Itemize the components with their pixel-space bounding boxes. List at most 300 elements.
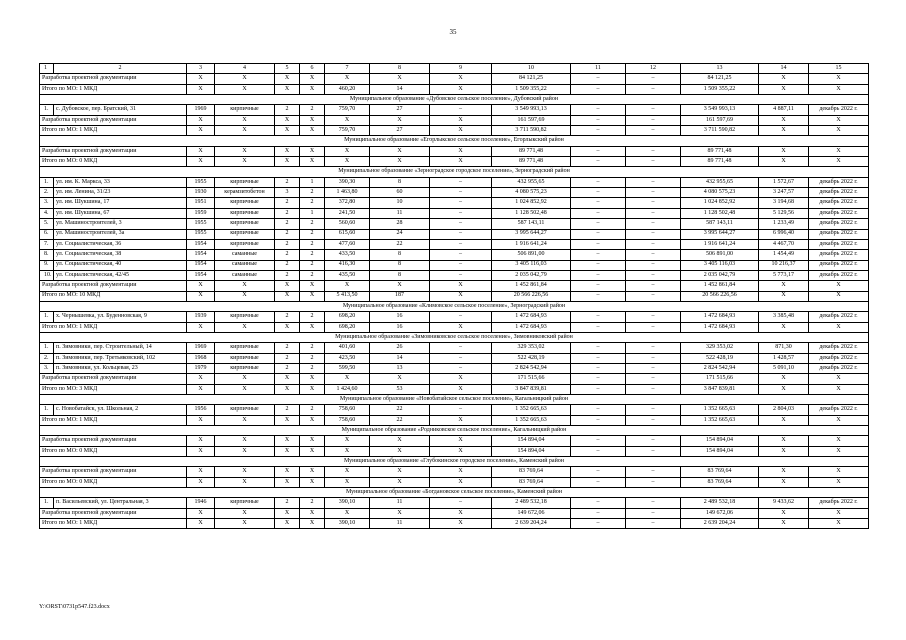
table-cell: – xyxy=(430,177,492,187)
table-cell: X xyxy=(187,291,215,301)
column-number-cell: 11 xyxy=(571,64,626,74)
table-cell: 16 xyxy=(370,312,430,322)
table-cell: 27 xyxy=(370,126,430,136)
table-cell: X xyxy=(325,436,370,446)
table-cell: 1 452 861,84 xyxy=(492,281,571,291)
housing-program-table xyxy=(39,63,869,529)
building-address: ул. Социалистическая, 36 xyxy=(54,239,187,249)
table-cell: 2 xyxy=(300,188,325,198)
table-cell: X xyxy=(300,436,325,446)
column-number-cell: 15 xyxy=(809,64,869,74)
table-cell: – xyxy=(430,208,492,218)
table-cell: 2 xyxy=(275,312,300,322)
summary-row xyxy=(40,291,869,301)
table-cell: декабрь 2022 г. xyxy=(809,188,869,198)
table-cell: декабрь 2022 г. xyxy=(809,105,869,115)
table-cell: X xyxy=(187,322,215,332)
table-cell: X xyxy=(809,281,869,291)
table-cell: 433,50 xyxy=(325,250,370,260)
municipality-heading: Муниципальное образование «Новобатайское сельское поселение», Кагальницкий район xyxy=(40,395,869,405)
table-cell: 2 804,03 xyxy=(759,405,809,415)
table-cell: X xyxy=(809,126,869,136)
table-cell: 5 129,56 xyxy=(759,208,809,218)
table-cell: – xyxy=(571,126,626,136)
table-cell: X xyxy=(430,508,492,518)
table-cell: X xyxy=(759,126,809,136)
table-cell: – xyxy=(571,84,626,94)
table-cell: 28 xyxy=(370,219,430,229)
summary-row xyxy=(40,115,869,125)
table-cell: – xyxy=(571,281,626,291)
table-cell: 4 080 575,23 xyxy=(681,188,759,198)
table-cell: 477,60 xyxy=(325,239,370,249)
table-cell: – xyxy=(626,353,681,363)
table-cell: X xyxy=(187,519,215,529)
table-cell: 3 995 644,27 xyxy=(492,229,571,239)
table-cell: – xyxy=(430,239,492,249)
table-cell: X xyxy=(275,74,300,84)
summary-label: Итого по МО: 0 МКД xyxy=(40,477,187,487)
table-cell: – xyxy=(571,384,626,394)
table-cell: X xyxy=(300,84,325,94)
table-cell: 1946 xyxy=(187,498,215,508)
table-cell: X xyxy=(809,508,869,518)
table-cell: X xyxy=(187,281,215,291)
table-cell: X xyxy=(759,322,809,332)
table-cell: – xyxy=(571,157,626,167)
table-cell: X xyxy=(759,281,809,291)
table-cell: 1969 xyxy=(187,105,215,115)
table-cell: X xyxy=(275,281,300,291)
row-number: 8. xyxy=(40,250,54,260)
summary-row xyxy=(40,446,869,456)
table-cell: декабрь 2022 г. xyxy=(809,498,869,508)
summary-label: Итого по МО: 0 МКД xyxy=(40,157,187,167)
summary-label: Итого по МО: 1 МКД xyxy=(40,322,187,332)
summary-label: Итого по МО: 3 МКД xyxy=(40,384,187,394)
table-cell: – xyxy=(626,229,681,239)
table-cell: – xyxy=(430,250,492,260)
table-cell: 8 xyxy=(370,270,430,280)
table-cell: X xyxy=(300,374,325,384)
table-cell: 11 xyxy=(370,519,430,529)
table-cell: – xyxy=(430,188,492,198)
summary-label: Разработка проектной документации xyxy=(40,436,187,446)
summary-label: Разработка проектной документации xyxy=(40,374,187,384)
table-cell: X xyxy=(215,84,275,94)
table-cell: X xyxy=(187,374,215,384)
table-cell: X xyxy=(300,146,325,156)
table-cell: X xyxy=(275,146,300,156)
table-cell: 1 424,60 xyxy=(325,384,370,394)
summary-row xyxy=(40,508,869,518)
table-cell: декабрь 2022 г. xyxy=(809,270,869,280)
table-cell: – xyxy=(626,115,681,125)
column-number-cell: 12 xyxy=(626,64,681,74)
table-cell: – xyxy=(626,270,681,280)
table-cell: 1 233,49 xyxy=(759,219,809,229)
table-cell: X xyxy=(325,467,370,477)
table-cell: 171 515,66 xyxy=(681,374,759,384)
building-address: ул. им. Шукшина, 17 xyxy=(54,198,187,208)
table-cell: декабрь 2022 г. xyxy=(809,312,869,322)
table-cell: 2 xyxy=(275,219,300,229)
table-cell: – xyxy=(626,157,681,167)
table-cell: 22 xyxy=(370,239,430,249)
municipality-section-row xyxy=(40,301,869,311)
table-cell: X xyxy=(430,519,492,529)
municipality-heading: Муниципальное образование «Дубовское сельское поселение», Дубовский район xyxy=(40,95,869,105)
table-cell: 8 xyxy=(370,260,430,270)
table-cell: X xyxy=(275,115,300,125)
table-cell: X xyxy=(215,291,275,301)
table-cell: – xyxy=(571,198,626,208)
table-cell: 161 597,69 xyxy=(492,115,571,125)
table-cell: 14 xyxy=(370,84,430,94)
table-cell: X xyxy=(370,467,430,477)
municipality-section-row xyxy=(40,426,869,436)
table-cell: X xyxy=(187,115,215,125)
table-cell: 2 xyxy=(275,105,300,115)
table-cell: 1 452 861,84 xyxy=(681,281,759,291)
table-cell: 84 121,25 xyxy=(681,74,759,84)
table-cell: 4 467,70 xyxy=(759,239,809,249)
table-cell: X xyxy=(300,281,325,291)
table-cell: – xyxy=(571,405,626,415)
summary-label: Разработка проектной документации xyxy=(40,508,187,518)
row-number: 2. xyxy=(40,188,54,198)
row-number: 4. xyxy=(40,208,54,218)
table-cell: X xyxy=(215,146,275,156)
table-cell: – xyxy=(571,146,626,156)
table-cell: – xyxy=(571,415,626,425)
table-cell: 5 773,17 xyxy=(759,270,809,280)
table-cell: X xyxy=(809,115,869,125)
table-cell: 2 xyxy=(275,208,300,218)
table-cell: – xyxy=(626,250,681,260)
table-cell: X xyxy=(300,477,325,487)
table-cell: X xyxy=(275,446,300,456)
table-cell: – xyxy=(430,353,492,363)
table-cell: декабрь 2022 г. xyxy=(809,353,869,363)
table-cell: 1 352 665,63 xyxy=(681,415,759,425)
table-cell: – xyxy=(430,229,492,239)
building-row xyxy=(40,250,869,260)
table-cell: X xyxy=(215,115,275,125)
table-cell: 2 xyxy=(275,260,300,270)
table-cell: X xyxy=(430,157,492,167)
table-cell: 390,10 xyxy=(325,519,370,529)
table-cell: 1968 xyxy=(187,353,215,363)
table-cell: X xyxy=(300,384,325,394)
table-cell: – xyxy=(626,312,681,322)
table-cell: X xyxy=(759,384,809,394)
table-cell: – xyxy=(626,446,681,456)
table-cell: 3 847 839,81 xyxy=(681,384,759,394)
table-cell: кирпичные xyxy=(215,343,275,353)
table-cell: 1 454,49 xyxy=(759,250,809,260)
table-cell: декабрь 2022 г. xyxy=(809,219,869,229)
table-cell: 26 xyxy=(370,343,430,353)
column-number-cell: 8 xyxy=(370,64,430,74)
table-cell: – xyxy=(430,363,492,373)
table-cell: кирпичные xyxy=(215,239,275,249)
summary-row xyxy=(40,157,869,167)
table-cell: кирпичные xyxy=(215,498,275,508)
table-cell: X xyxy=(325,146,370,156)
table-cell: 3 711 590,82 xyxy=(492,126,571,136)
table-cell: 8 xyxy=(370,250,430,260)
table-cell: 8 xyxy=(370,177,430,187)
table-cell: 1 352 665,63 xyxy=(492,405,571,415)
table-cell: 2 035 042,79 xyxy=(492,270,571,280)
summary-row xyxy=(40,467,869,477)
table-cell: 4 080 575,23 xyxy=(492,188,571,198)
table-cell: декабрь 2022 г. xyxy=(809,405,869,415)
table-cell: 84 121,25 xyxy=(492,74,571,84)
table-cell: 2 xyxy=(275,239,300,249)
table-cell: – xyxy=(626,405,681,415)
table-cell: 89 771,48 xyxy=(492,146,571,156)
table-cell: кирпичные xyxy=(215,229,275,239)
building-address: ул. Социалистическая, 40 xyxy=(54,260,187,270)
table-cell: X xyxy=(325,115,370,125)
table-cell: 2 xyxy=(300,363,325,373)
table-cell: 1951 xyxy=(187,198,215,208)
table-cell: X xyxy=(215,519,275,529)
table-cell: X xyxy=(430,146,492,156)
building-address: ул. Социалистическая, 38 xyxy=(54,250,187,260)
table-cell: X xyxy=(275,436,300,446)
table-cell: 372,80 xyxy=(325,198,370,208)
building-row xyxy=(40,363,869,373)
table-cell: X xyxy=(809,415,869,425)
table-cell: 154 894,04 xyxy=(492,446,571,456)
table-cell: X xyxy=(187,126,215,136)
table-cell: X xyxy=(325,74,370,84)
table-cell: X xyxy=(187,157,215,167)
table-cell: 390,10 xyxy=(325,498,370,508)
table-cell: 1954 xyxy=(187,270,215,280)
municipality-section-row xyxy=(40,395,869,405)
table-cell: 560,60 xyxy=(325,219,370,229)
table-cell: X xyxy=(215,477,275,487)
table-cell: 89 771,48 xyxy=(681,157,759,167)
table-cell: – xyxy=(571,353,626,363)
table-cell: – xyxy=(571,519,626,529)
table-cell: 89 771,48 xyxy=(681,146,759,156)
table-cell: – xyxy=(626,322,681,332)
table-cell: – xyxy=(626,343,681,353)
table-cell: 1955 xyxy=(187,177,215,187)
row-number: 1. xyxy=(40,343,54,353)
table-cell: X xyxy=(809,157,869,167)
table-cell: – xyxy=(626,374,681,384)
building-address: п. Зимовники, пер. Третьяковский, 102 xyxy=(54,353,187,363)
table-cell: X xyxy=(275,322,300,332)
table-cell: X xyxy=(300,467,325,477)
table-cell: – xyxy=(626,260,681,270)
table-cell: – xyxy=(626,146,681,156)
table-cell: X xyxy=(759,84,809,94)
summary-row xyxy=(40,322,869,332)
table-cell: – xyxy=(571,508,626,518)
table-cell: – xyxy=(571,250,626,260)
summary-row xyxy=(40,415,869,425)
column-number-cell: 2 xyxy=(54,64,187,74)
building-address: ул. им. Ленина, 31/23 xyxy=(54,188,187,198)
table-cell: декабрь 2022 г. xyxy=(809,260,869,270)
building-address: с. Дубовское, пер. Братский, 31 xyxy=(54,105,187,115)
municipality-section-row xyxy=(40,457,869,467)
building-row xyxy=(40,353,869,363)
table-body xyxy=(40,64,869,529)
table-cell: декабрь 2022 г. xyxy=(809,343,869,353)
table-cell: X xyxy=(759,115,809,125)
table-cell: 2 xyxy=(275,405,300,415)
table-cell: X xyxy=(430,291,492,301)
column-number-cell: 4 xyxy=(215,64,275,74)
municipality-section-row xyxy=(40,95,869,105)
building-address: п. Васильевский, ул. Центральная, 3 xyxy=(54,498,187,508)
table-cell: – xyxy=(626,219,681,229)
table-cell: – xyxy=(430,270,492,280)
table-cell: 2 xyxy=(275,177,300,187)
building-address: п. Зимовники, ул. Кольцевая, 23 xyxy=(54,363,187,373)
table-cell: – xyxy=(430,105,492,115)
table-cell: X xyxy=(300,291,325,301)
table-cell: X xyxy=(300,157,325,167)
table-cell: X xyxy=(809,74,869,84)
table-cell: X xyxy=(809,374,869,384)
table-cell: X xyxy=(325,477,370,487)
table-cell: саманные xyxy=(215,270,275,280)
building-row xyxy=(40,219,869,229)
table-cell: – xyxy=(626,198,681,208)
table-cell: – xyxy=(626,477,681,487)
table-cell: – xyxy=(626,177,681,187)
table-cell: X xyxy=(430,126,492,136)
table-cell: 1 509 355,22 xyxy=(492,84,571,94)
column-number-cell: 7 xyxy=(325,64,370,74)
table-cell: 587 143,11 xyxy=(681,219,759,229)
summary-label: Итого по МО: 1 МКД xyxy=(40,126,187,136)
table-cell: X xyxy=(275,508,300,518)
row-number: 10. xyxy=(40,270,54,280)
table-cell: – xyxy=(571,436,626,446)
table-cell: X xyxy=(430,281,492,291)
table-cell: – xyxy=(430,219,492,229)
table-cell: 329 353,02 xyxy=(492,343,571,353)
table-cell: X xyxy=(187,446,215,456)
table-cell: 698,20 xyxy=(325,312,370,322)
table-cell: 2 xyxy=(275,353,300,363)
table-cell: X xyxy=(370,477,430,487)
table-cell: 759,70 xyxy=(325,126,370,136)
municipality-section-row xyxy=(40,488,869,498)
table-cell: 2 xyxy=(275,363,300,373)
table-cell: X xyxy=(215,508,275,518)
table-cell: X xyxy=(430,415,492,425)
table-cell: 1979 xyxy=(187,363,215,373)
table-cell: 758,60 xyxy=(325,405,370,415)
row-number: 9. xyxy=(40,260,54,270)
table-cell: X xyxy=(187,436,215,446)
table-cell: 1930 xyxy=(187,188,215,198)
table-cell: X xyxy=(275,415,300,425)
table-cell: 2 xyxy=(300,105,325,115)
building-row xyxy=(40,105,869,115)
table-cell: 1 428,57 xyxy=(759,353,809,363)
table-cell: X xyxy=(430,436,492,446)
table-cell: 759,70 xyxy=(325,105,370,115)
building-row xyxy=(40,198,869,208)
column-number-cell: 9 xyxy=(430,64,492,74)
table-cell: X xyxy=(300,126,325,136)
table-cell: 161 597,69 xyxy=(681,115,759,125)
table-cell: 506 891,00 xyxy=(681,250,759,260)
table-cell: 416,30 xyxy=(325,260,370,270)
table-cell: X xyxy=(275,291,300,301)
table-cell: саманные xyxy=(215,260,275,270)
table-cell: X xyxy=(275,84,300,94)
column-number-cell: 1 xyxy=(40,64,54,74)
municipality-heading: Муниципальное образование «Родниковское сельское поселение», Кагальницкий район xyxy=(40,426,869,436)
building-row xyxy=(40,177,869,187)
table-cell: 13 xyxy=(370,363,430,373)
table-cell: X xyxy=(809,519,869,529)
table-cell: X xyxy=(370,508,430,518)
building-row xyxy=(40,188,869,198)
table-cell: 9 433,62 xyxy=(759,498,809,508)
building-row xyxy=(40,498,869,508)
table-cell: 171 515,66 xyxy=(492,374,571,384)
table-cell: X xyxy=(759,508,809,518)
table-cell: 89 771,48 xyxy=(492,157,571,167)
table-cell: 2 xyxy=(300,239,325,249)
table-cell: 2 035 042,79 xyxy=(681,270,759,280)
table-cell: – xyxy=(571,188,626,198)
table-cell: – xyxy=(430,343,492,353)
building-row xyxy=(40,239,869,249)
table-cell: X xyxy=(430,84,492,94)
table-cell: 2 xyxy=(275,498,300,508)
table-cell: 22 xyxy=(370,415,430,425)
table-cell: – xyxy=(571,105,626,115)
table-cell: 3 405 116,03 xyxy=(492,260,571,270)
page-number: 35 xyxy=(449,28,457,36)
table-cell: – xyxy=(626,281,681,291)
table-cell: кирпичные xyxy=(215,105,275,115)
table-cell: – xyxy=(430,198,492,208)
summary-label: Итого по МО: 1 МКД xyxy=(40,84,187,94)
table-cell: – xyxy=(571,291,626,301)
column-number-cell: 13 xyxy=(681,64,759,74)
table-cell: X xyxy=(759,74,809,84)
table-cell: 432 955,65 xyxy=(492,177,571,187)
table-cell: X xyxy=(275,384,300,394)
table-cell: X xyxy=(370,74,430,84)
table-cell: X xyxy=(809,467,869,477)
table-cell: 1954 xyxy=(187,260,215,270)
table-cell: X xyxy=(325,281,370,291)
table-cell: 2 xyxy=(300,312,325,322)
table-cell: декабрь 2022 г. xyxy=(809,229,869,239)
table-cell: 522 428,19 xyxy=(681,353,759,363)
table-cell: – xyxy=(571,477,626,487)
table-cell: X xyxy=(430,322,492,332)
table-cell: 3 194,68 xyxy=(759,198,809,208)
